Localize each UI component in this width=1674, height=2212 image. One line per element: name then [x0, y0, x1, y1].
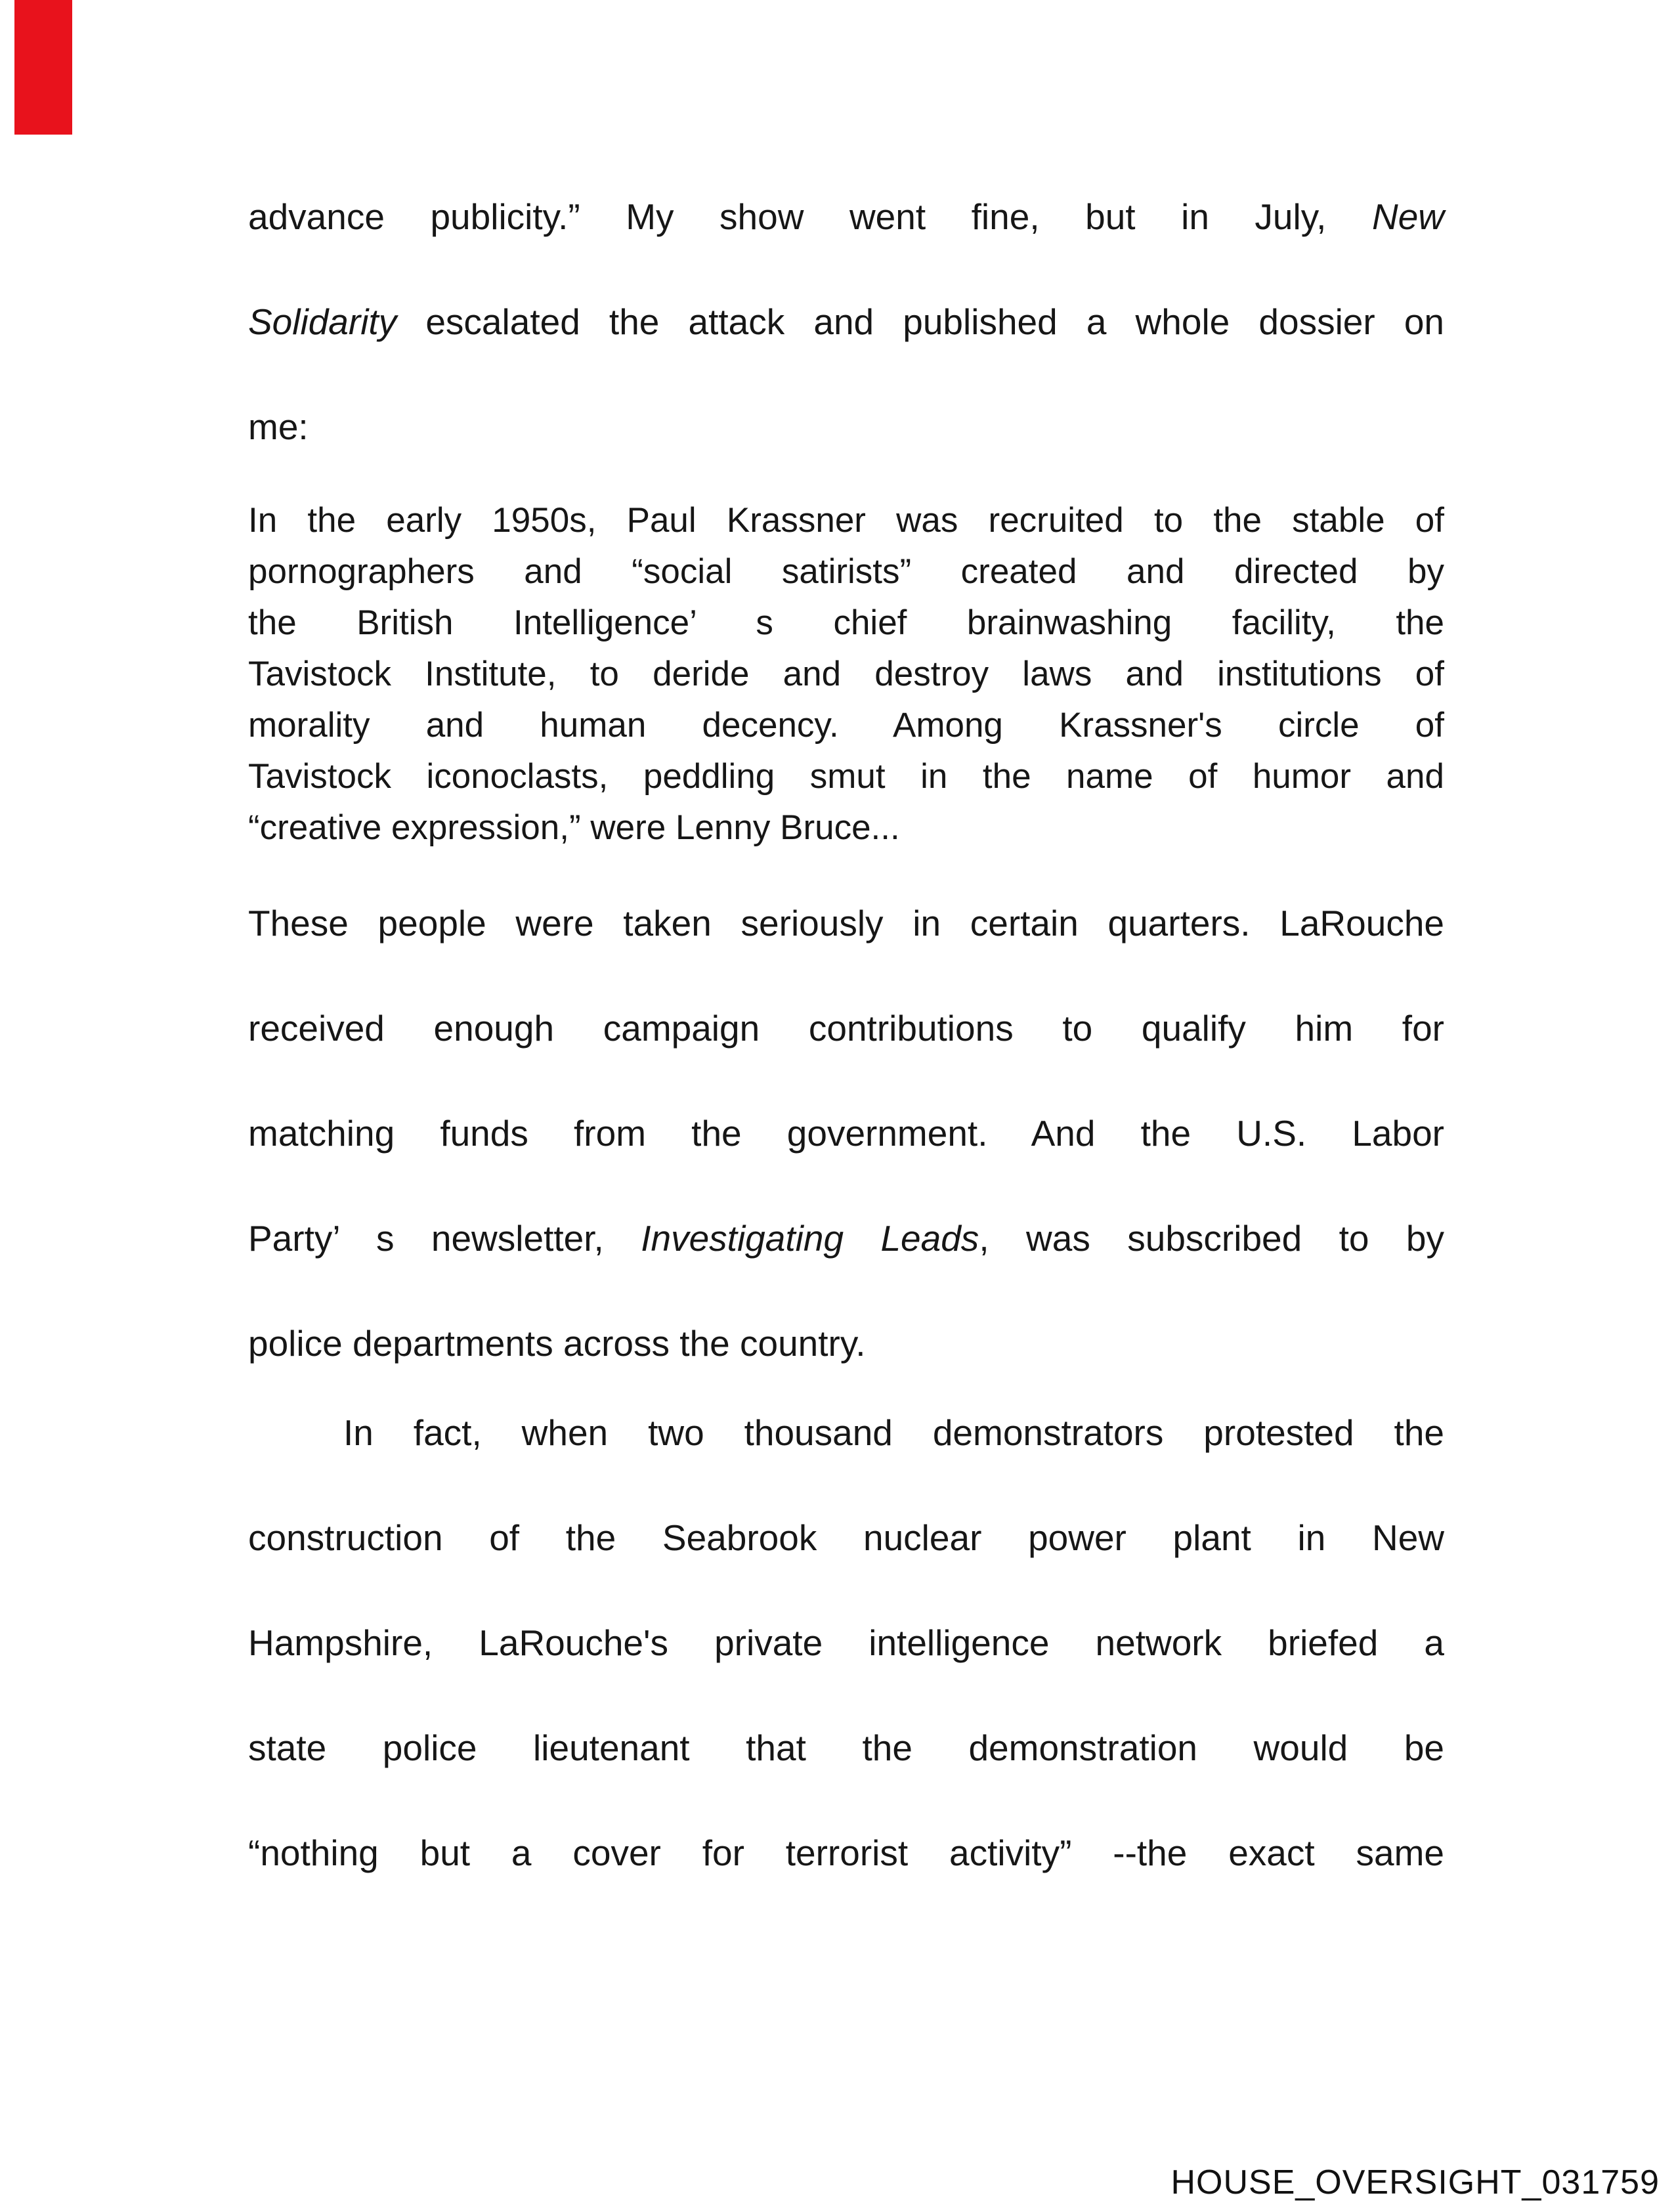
text-line: “nothing but a cover for terrorist activity” --the exact same — [248, 1832, 1444, 1873]
text-line — [248, 269, 1444, 374]
text-line: state police lieutenant that the demonstration would be — [248, 1727, 1444, 1768]
text-line: me: — [248, 406, 309, 447]
text-line: Hampshire, LaRouche's private intelligence network briefed a — [248, 1622, 1444, 1663]
red-flag-marker — [14, 0, 72, 135]
text-line: received enough campaign contributions to qualify him for — [248, 1008, 1444, 1049]
text-segment-italic: New — [1371, 196, 1444, 237]
text-line: “creative expression,” were Lenny Bruce... — [248, 808, 900, 847]
text-line: These people were taken seriously in certain quarters. LaRouche — [248, 903, 1444, 943]
text-line: construction of the Seabrook nuclear power plant in New — [248, 1517, 1444, 1558]
paragraph-larouche — [248, 871, 1444, 1396]
text-segment-italic: Investigating Leads — [641, 1218, 979, 1259]
paragraph-seabrook — [248, 1380, 1444, 1905]
text-segment: escalated the attack and published a whole dossier on — [397, 301, 1444, 342]
text-line: police departments across the country. — [248, 1323, 866, 1364]
text-line: the British Intelligence’ s chief brainwashing facility, the — [248, 603, 1444, 642]
text-line: morality and human decency. Among Krassner's circle of — [248, 706, 1444, 745]
text-line — [248, 164, 1444, 269]
block-quote — [248, 495, 1444, 854]
text-line — [248, 1186, 1444, 1291]
document-text — [248, 0, 1444, 1905]
text-segment: , was subscribed to by — [979, 1218, 1444, 1259]
text-line: In the early 1950s, Paul Krassner was recruited to the stable of — [248, 501, 1444, 540]
text-line: Tavistock iconoclasts, peddling smut in the name of humor and — [248, 757, 1444, 796]
text-segment: Party’ s newsletter, — [248, 1218, 641, 1259]
text-segment-italic: Solidarity — [248, 301, 397, 342]
text-line: Tavistock Institute, to deride and destroy laws and institutions of — [248, 655, 1444, 693]
paragraph-intro — [248, 164, 1444, 479]
text-line: pornographers and “social satirists” created and directed by — [248, 552, 1444, 591]
text-segment: advance publicity.” My show went fine, but in July, — [248, 196, 1372, 237]
text-line: matching funds from the government. And the U.S. Labor — [248, 1113, 1444, 1154]
text-line: In fact, when two thousand demonstrators protested the — [343, 1412, 1444, 1453]
bates-number: HOUSE_OVERSIGHT_031759 — [1170, 2163, 1660, 2201]
